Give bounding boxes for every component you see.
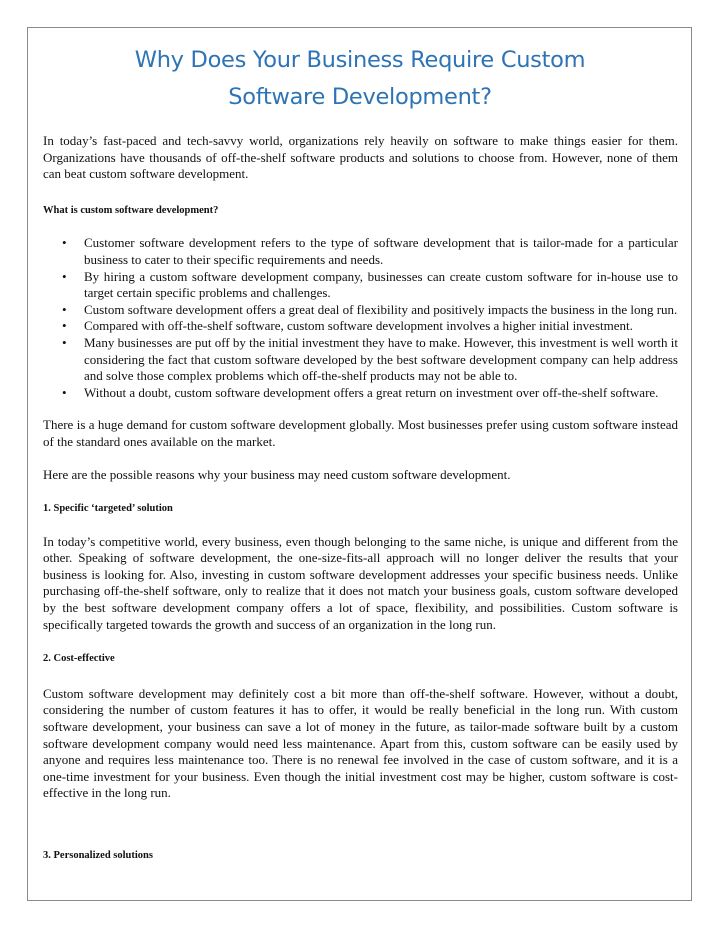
reasons-paragraph: Here are the possible reasons why your business may need custom software development.	[43, 466, 511, 482]
list-item-text: Custom software development offers a great deal of flexibility and positively impacts the business in the long run.	[84, 301, 678, 317]
title-line-1: Why Does Your Business Require Custom	[134, 47, 586, 73]
demand-paragraph: There is a huge demand for custom software development globally. Most businesses prefer using custom software instead of the standard ones available on the market.	[43, 417, 678, 449]
section-1-heading: 1. Specific ‘targeted’ solution	[43, 503, 173, 515]
section-2-heading: 2. Cost-effective	[43, 653, 115, 665]
intro-paragraph: In today’s fast-paced and tech-savvy world, organizations rely heavily on software to make things easier for them. Organizations have thousands of off-the-shelf software products and solutions to choose from. However, none of them can beat custom software development.	[43, 133, 678, 182]
list-item-text: By hiring a custom software development company, businesses can create custom software for in-house use to target certain specific problems and challenges.	[84, 268, 678, 301]
bullet-glyph: •	[62, 318, 67, 334]
list-item	[43, 269, 678, 302]
section-3-heading: 3. Personalized solutions	[43, 850, 153, 861]
list-item-text: Many businesses are put off by the initial investment they have to make. However, this investment is well worth it considering the fact that custom software developed by the best software development company can help address and solve those complex problems which off-the-shelf products may not be able to.	[84, 334, 678, 384]
section-1-text: In today’s competitive world, every business, even though belonging to the same niche, is unique and different from the other. Speaking of software development, the one-size-fits-all approach will no longer deliver the results that your business is looking for. Also, investing in custom software development addresses your specific business needs. Unlike purchasing off-the-shelf software, only to realize that it does not match your business goals, custom software developed by the best software development company offers a lot of space, flexibility, and possibilities. Custom software is specifically targeted towards the growth and success of an organization in the long run.	[43, 533, 678, 632]
list-item-text: Customer software development refers to the type of software development that is tailor-made for a particular business to cater to their specific requirements and needs.	[84, 235, 678, 267]
document-body	[43, 133, 678, 865]
list-item	[43, 385, 678, 402]
list-item	[43, 318, 678, 335]
what-heading: What is custom software development?	[43, 204, 219, 216]
bullet-glyph: •	[62, 334, 67, 350]
bullet-glyph: •	[62, 301, 67, 317]
bullet-glyph: •	[62, 268, 67, 284]
definition-list	[43, 235, 678, 401]
section-2-text: Custom software development may definitely cost a bit more than off-the-shelf software. However, without a doubt, considering the number of custom features it has to offer, it would be really beneficial in the long run. With custom software development, your business can save a lot of money in the future, as tailor-made software built by a custom software development company would need less maintenance. Apart from this, custom software can be easily used by anyone and requires less maintenance too. There is no renewal fee involved in the case of custom software, and it is a one-time investment for your business. Even though the initial investment cost may be higher, custom software is cost-effective in the long run.	[43, 685, 678, 801]
list-item	[43, 235, 678, 268]
document-title	[0, 42, 720, 116]
list-item	[43, 335, 678, 385]
title-line-2: Software Development?	[228, 84, 492, 110]
bullet-glyph: •	[62, 235, 67, 251]
list-item-text: Without a doubt, custom software development offers a great return on investment over off-the-shelf software.	[84, 384, 659, 400]
list-item	[43, 302, 678, 319]
list-item-text: Compared with off-the-shelf software, custom software development involves a higher initial investment.	[84, 318, 633, 334]
bullet-glyph: •	[62, 384, 67, 400]
